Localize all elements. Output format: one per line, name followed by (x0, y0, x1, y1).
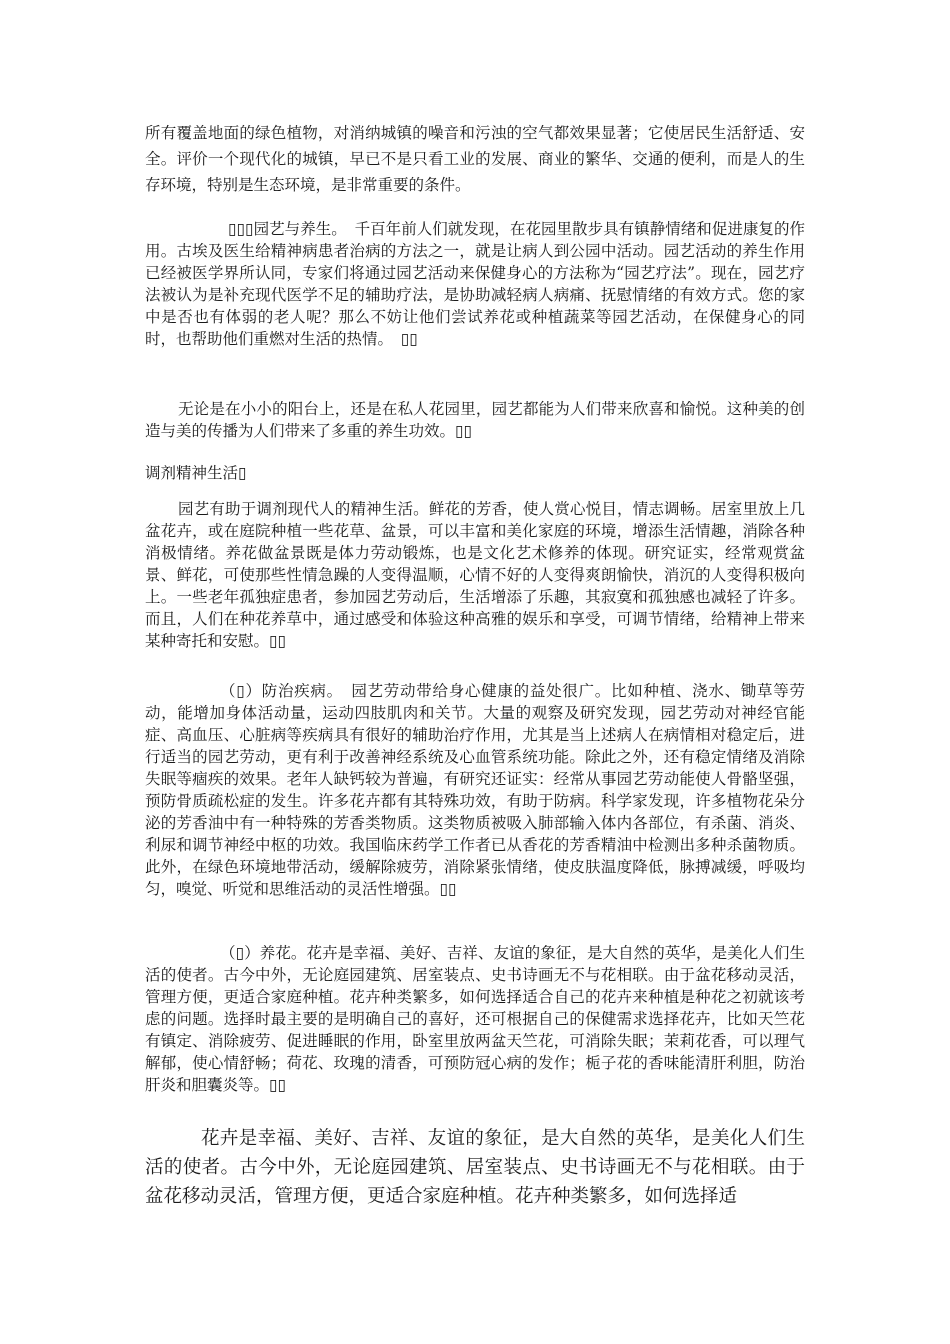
paragraph-disease-prevention: （▯）防治疾病。 园艺劳动带给身心健康的益处很广。比如种植、浇水、锄草等劳动，能增加身体活动量，运动四肢肌肉和关节。大量的观察及研究发现，园艺劳动对神经官能症、高血压、心脏病等疾病具有很好的辅助治疗作用，尤其是当上述病人在病情相对稳定后，进行适当的园艺劳动，更有利于改善神经系统及心血管系统功能。除此之外，还有稳定情绪及消除失眠等痼疾的效果。老年人缺钙较为普遍，有研究还证实：经常从事园艺劳动能使人骨骼坚强，预防骨质疏松症的发生。许多花卉都有其特殊功效，有助于防病。科学家发现，许多植物花朵分泌的芳香油中有一种特殊的芳香类物质。这类物质被吸入肺部输入体内各部位，有杀菌、消炎、利尿和调节神经中枢的功效。我国临床药学工作者已从香花的芳香精油中检测出多种杀菌物质。此外，在绿色环境地带活动，缓解除疲劳，消除紧张情绪，使皮肤温度降低，脉搏减缓，呼吸均匀，嗅觉、听觉和思维活动的灵活性增强。▯▯ (145, 682, 805, 898)
paragraph-growing-flowers: （▯）养花。花卉是幸福、美好、吉祥、友谊的象征，是大自然的英华，是美化人们生活的使者。古今中外，无论庭园建筑、居室装点、史书诗画无不与花相联。由于盆花移动灵活，管理方便，更适合家庭种植。花卉种类繁多，如何选择适合自己的花卉来种植是种花之初就该考虑的问题。选择时最主要的是明确自己的喜好，还可根据自己的保健需求选择花卉，比如天竺花有镇定、消除疲劳、促进睡眠的作用，卧室里放两盆天竺花，可消除失眠；茉莉花香，可以理气解郁，使心情舒畅；荷花、玫瑰的清香，可预防冠心病的发作；栀子花的香味能清肝利胆，防治肝炎和胆囊炎等。▯▯ (145, 944, 805, 1094)
paragraph-spiritual-life: 园艺有助于调剂现代人的精神生活。鲜花的芳香，使人赏心悦目，情志调畅。居室里放上几盆花卉，或在庭院种植一些花草、盆景，可以丰富和美化家庭的环境，增添生活情趣，消除各种消极情绪。养花做盆景既是体力劳动锻炼，也是文化艺术修养的体现。研究证实，经常观赏盆景、鲜花，可使那些性情急躁的人变得温顺，心情不好的人变得爽朗愉快，消沉的人变得积极向上。一些老年孤独症患者，参加园艺劳动后，生活增添了乐趣，其寂寞和孤独感也减轻了许多。而且，人们在种花养草中，通过感受和体验这种高雅的娱乐和享受，可调节情绪，给精神上带来某种寄托和安慰。▯▯ (145, 500, 805, 650)
paragraph-joy-of-gardening: 无论是在小小的阳台上，还是在私人花园里，园艺都能为人们带来欣喜和愉悦。这种美的创造与美的传播为人们带来了多重的养生功效。▯▯ (145, 400, 805, 440)
section-heading-spiritual-life: 调剂精神生活▯ (145, 464, 247, 482)
paragraph-gardening-and-health: ▯▯▯园艺与养生。 千百年前人们就发现，在花园里散步具有镇静情绪和促进康复的作用。古埃及医生给精神病患者治病的方法之一，就是让病人到公园中活动。园艺活动的养生作用已经被医学界所认同，专家们将通过园艺活动来保健身心的方法称为“园艺疗法”。现在，园艺疗法被认为是补充现代医学不足的辅助疗法，是协助减轻病人病痛、抚慰情绪的有效方式。您的家中是否也有体弱的老人呢？那么不妨让他们尝试养花或种植蔬菜等园艺活动，在保健身心的同时，也帮助他们重燃对生活的热情。 ▯▯ (145, 220, 805, 348)
paragraph-urban-greenery: 所有覆盖地面的绿色植物，对消纳城镇的噪音和污浊的空气都效果显著；它使居民生活舒适、安全。评价一个现代化的城镇，早已不是只看工业的发展、商业的繁华、交通的便利，而是人的生存环境，特别是生态环境，是非常重要的条件。 (145, 124, 805, 194)
paragraph-flowers-large: 花卉是幸福、美好、吉祥、友谊的象征，是大自然的英华，是美化人们生活的使者。古今中外，无论庭园建筑、居室装点、史书诗画无不与花相联。由于盆花移动灵活，管理方便，更适合家庭种植。花卉种类繁多，如何选择适 (145, 1128, 805, 1207)
